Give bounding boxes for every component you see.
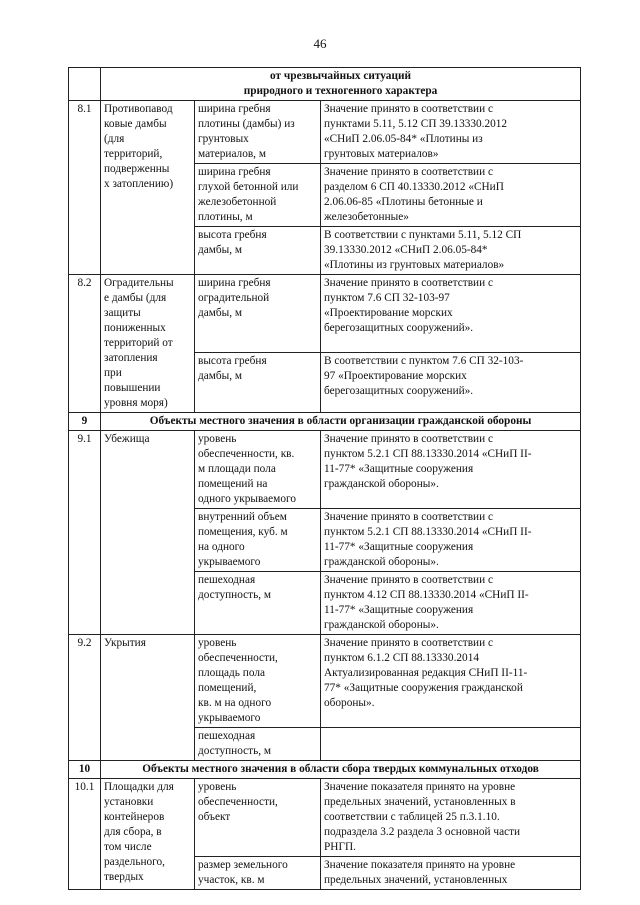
indicator-cell: размер земельного участок, кв. м xyxy=(195,857,321,890)
note-cell xyxy=(321,728,581,761)
table-row xyxy=(69,635,581,728)
note-cell: Значение показателя принято на уровне предельных значений, установленных xyxy=(321,857,581,890)
indicator-cell: высота гребня дамбы, м xyxy=(195,353,321,413)
note-cell: Значение принято в соответствии с пунктом 4.12 СП 88.13330.2014 «СНиП II- 11-77* «Защитные сооружения гражданской обороны». xyxy=(321,572,581,635)
section-number: 10 xyxy=(69,761,101,779)
indicator-cell: уровень обеспеченности, кв. м площади пола помещений на одного укрываемого xyxy=(195,431,321,509)
indicator-cell: пешеходная доступность, м xyxy=(195,728,321,761)
note-cell: В соответствии с пунктом 7.6 СП 32-103- 97 «Проектирование морских берегозащитных сооружений». xyxy=(321,353,581,413)
object-name: Укрытия xyxy=(101,635,195,761)
section-title: Объекты местного значения в области сбора твердых коммунальных отходов xyxy=(101,761,581,779)
note-cell: Значение принято в соответствии с пунктом 7.6 СП 32-103-97 «Проектирование морских берегозащитных сооружений». xyxy=(321,275,581,353)
section-number: 9 xyxy=(69,413,101,431)
indicator-cell: пешеходная доступность, м xyxy=(195,572,321,635)
row-number: 9.1 xyxy=(69,431,101,635)
table-heading-row xyxy=(69,68,581,101)
note-cell: В соответствии с пунктами 5.11, 5.12 СП 39.13330.2012 «СНиП 2.06.05-84* «Плотины из грунтовых материалов» xyxy=(321,227,581,275)
section-header-row xyxy=(69,761,581,779)
note-cell: Значение принято в соответствии с пунктами 5.11, 5.12 СП 39.13330.2012 «СНиП 2.06.05-84* «Плотины из грунтовых материалов» xyxy=(321,101,581,164)
row-number: 9.2 xyxy=(69,635,101,761)
note-cell: Значение принято в соответствии с пунктом 5.2.1 СП 88.13330.2014 «СНиП II- 11-77* «Защитные сооружения гражданской обороны». xyxy=(321,509,581,572)
indicator-cell: ширина гребня плотины (дамбы) из грунтовых материалов, м xyxy=(195,101,321,164)
note-cell: Значение принято в соответствии с пунктом 6.1.2 СП 88.13330.2014 Актуализированная редакция СНиП II-11- 77* «Защитные сооружения гражданской обороны». xyxy=(321,635,581,728)
heading-empty-cell xyxy=(69,68,101,101)
table-row xyxy=(69,101,581,164)
indicator-cell: ширина гребня оградительной дамбы, м xyxy=(195,275,321,353)
row-number: 8.1 xyxy=(69,101,101,275)
object-name: Оградительны е дамбы (для защиты пониженных территорий от затопления при повышении уровня моря) xyxy=(101,275,195,413)
table-row xyxy=(69,431,581,509)
indicator-cell: внутренний объем помещения, куб. м на одного укрываемого xyxy=(195,509,321,572)
object-name: Противопавод ковые дамбы (для территорий, подверженны х затоплению) xyxy=(101,101,195,275)
page-number: 46 xyxy=(313,36,327,51)
indicator-cell: ширина гребня глухой бетонной или железобетонной плотины, м xyxy=(195,164,321,227)
row-number: 8.2 xyxy=(69,275,101,413)
norms-table xyxy=(68,67,581,890)
table-row xyxy=(69,275,581,353)
section-title: Объекты местного значения в области организации гражданской обороны xyxy=(101,413,581,431)
note-cell: Значение показателя принято на уровне предельных значений, установленных в соответствии с таблицей 25 п.3.1.10. подраздела 3.2 раздела 3 основной части РНГП. xyxy=(321,779,581,857)
indicator-cell: уровень обеспеченности, площадь пола помещений, кв. м на одного укрываемого xyxy=(195,635,321,728)
object-name: Площадки для установки контейнеров для сбора, в том числе раздельного, твердых xyxy=(101,779,195,890)
note-cell: Значение принято в соответствии с пунктом 5.2.1 СП 88.13330.2014 «СНиП II- 11-77* «Защитные сооружения гражданской обороны». xyxy=(321,431,581,509)
section-header-row xyxy=(69,413,581,431)
indicator-cell: уровень обеспеченности, объект xyxy=(195,779,321,857)
object-name: Убежища xyxy=(101,431,195,635)
table-top-heading: от чрезвычайных ситуаций природного и техногенного характера xyxy=(101,68,581,101)
note-cell: Значение принято в соответствии с разделом 6 СП 40.13330.2012 «СНиП 2.06.06-85 «Плотины бетонные и железобетонные» xyxy=(321,164,581,227)
indicator-cell: высота гребня дамбы, м xyxy=(195,227,321,275)
row-number: 10.1 xyxy=(69,779,101,890)
table-row xyxy=(69,779,581,857)
